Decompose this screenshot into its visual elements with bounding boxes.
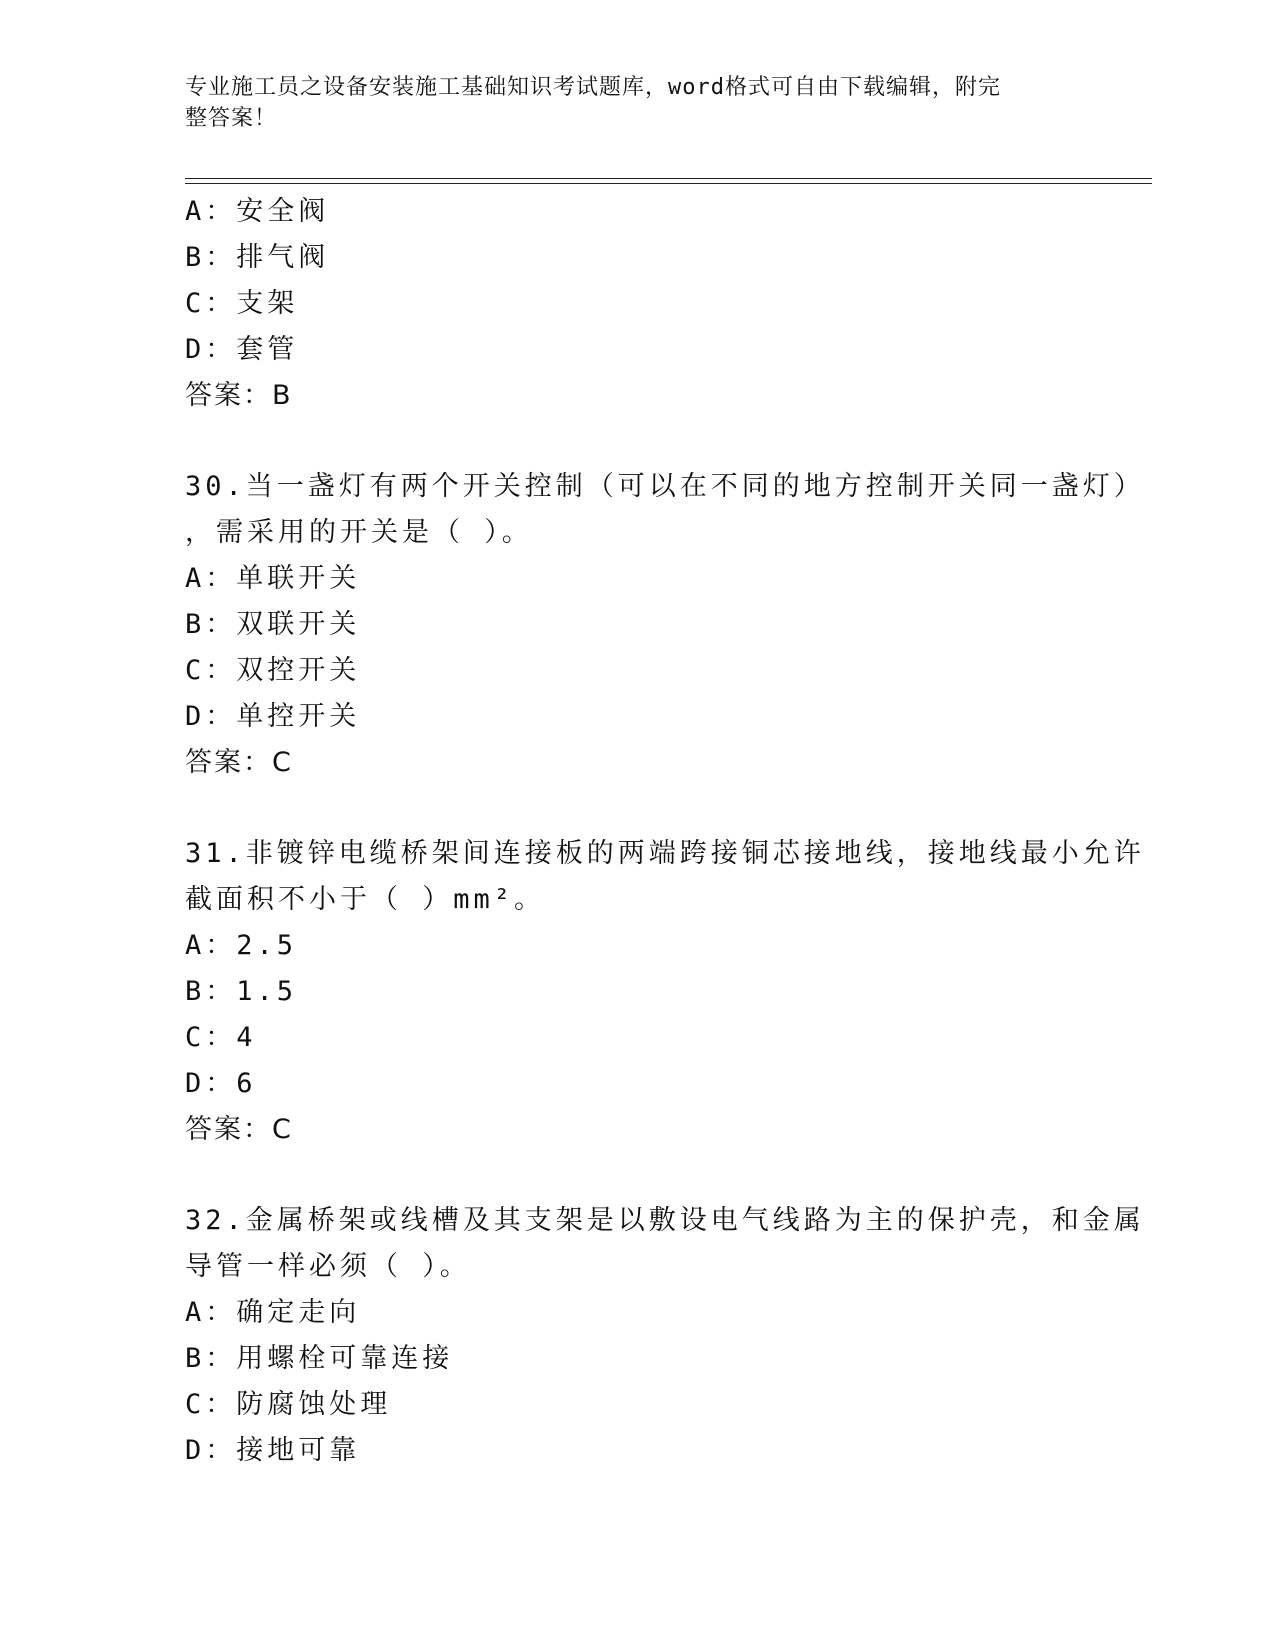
option-item: C：双控开关 [185, 655, 361, 686]
header-divider [185, 178, 1152, 179]
question-block [185, 464, 1145, 786]
option-item: D：单控开关 [185, 701, 361, 732]
answer-line: 答案：C [185, 747, 293, 778]
question-text: 31.非镀锌电缆桥架间连接板的两端跨接铜芯接地线，接地线最小允许 [185, 838, 1145, 869]
question-list [185, 189, 1145, 1474]
question-text: 30.当一盏灯有两个开关控制（可以在不同的地方控制开关同一盏灯） [185, 471, 1145, 502]
option-item: D：套管 [185, 334, 299, 365]
option-item: C：防腐蚀处理 [185, 1389, 392, 1420]
question-text: 截面积不小于（ ）mm²。 [185, 884, 546, 915]
answer-line: 答案：C [185, 1114, 293, 1145]
option-item: C：4 [185, 1022, 257, 1053]
option-item: A：2.5 [185, 930, 298, 961]
option-item: B：排气阀 [185, 242, 330, 273]
page-header [185, 72, 1065, 134]
question-block [185, 189, 1085, 419]
option-item: B：双联开关 [185, 609, 361, 640]
option-item: C：支架 [185, 288, 299, 319]
answer-line: 答案：B [185, 380, 293, 411]
option-item: A：单联开关 [185, 563, 361, 594]
option-item: B：1.5 [185, 976, 298, 1007]
question-text: ，需采用的开关是（ ）。 [185, 517, 533, 548]
question-text: 32.金属桥架或线槽及其支架是以敷设电气线路为主的保护壳，和金属 [185, 1205, 1145, 1236]
header-line: 整答案！ [185, 106, 278, 131]
header-divider [185, 183, 1152, 184]
header-line: 专业施工员之设备安装施工基础知识考试题库，word格式可自由下载编辑，附完 [185, 75, 1001, 100]
option-item: A：确定走向 [185, 1297, 361, 1328]
option-item: B：用螺栓可靠连接 [185, 1343, 454, 1374]
option-item: D：接地可靠 [185, 1435, 361, 1466]
option-item: A：安全阀 [185, 196, 330, 227]
question-block [185, 831, 1145, 1153]
option-item: D：6 [185, 1068, 257, 1099]
question-block [185, 1198, 1145, 1474]
question-text: 导管一样必须（ ）。 [185, 1251, 471, 1282]
